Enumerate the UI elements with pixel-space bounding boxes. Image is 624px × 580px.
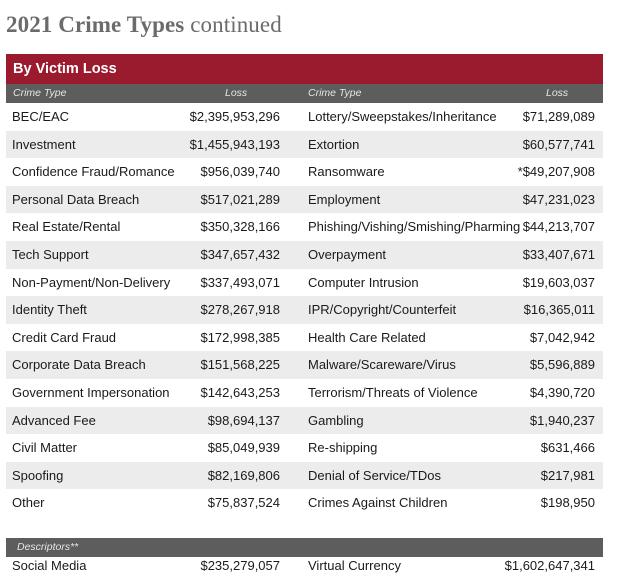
crime-type-right: Employment <box>308 191 381 207</box>
loss-right: $4,390,720 <box>529 384 595 400</box>
loss-right: $60,577,741 <box>522 136 595 152</box>
crime-type-left: Personal Data Breach <box>12 191 140 207</box>
loss-left: $98,694,137 <box>207 412 280 428</box>
loss-right: $217,981 <box>540 467 595 483</box>
crime-type-left: Corporate Data Breach <box>12 357 146 373</box>
crime-type-left: Credit Card Fraud <box>12 329 117 345</box>
loss-left: $2,395,953,296 <box>189 109 280 124</box>
loss-right: $5,596,889 <box>529 357 595 373</box>
loss-right: $1,940,237 <box>529 412 595 428</box>
crime-type-right: Lottery/Sweepstakes/Inheritance <box>308 109 497 124</box>
table-row <box>6 131 603 159</box>
loss-right: $71,289,089 <box>522 109 595 124</box>
loss-left: $151,568,225 <box>200 357 280 373</box>
loss-left: $278,267,918 <box>200 302 280 318</box>
crime-type-left: Other <box>12 495 45 511</box>
loss-left: $75,837,524 <box>207 495 280 511</box>
crime-type-right: IPR/Copyright/Counterfeit <box>308 302 457 318</box>
crime-type-left: BEC/EAC <box>12 109 70 124</box>
loss-right: $631,466 <box>540 440 595 456</box>
loss-right: $33,407,671 <box>522 246 595 262</box>
table-row <box>6 158 603 186</box>
loss-left: $517,021,289 <box>200 191 280 207</box>
crime-type-right: Ransomware <box>308 164 385 180</box>
crime-type-right: Health Care Related <box>308 329 426 345</box>
table-row <box>6 462 603 490</box>
descriptor-type-right: Virtual Currency <box>308 558 401 573</box>
crime-type-left: Government Impersonation <box>12 384 170 400</box>
table-row <box>6 103 603 131</box>
descriptors-header-bar <box>6 538 603 557</box>
table-row <box>6 407 603 435</box>
column-header-loss-right: Loss <box>546 87 569 99</box>
crime-type-right: Gambling <box>308 412 364 428</box>
column-header-crime-type-left: Crime Type <box>13 87 67 99</box>
crime-type-right: Denial of Service/TDos <box>308 467 441 483</box>
loss-left: $82,169,806 <box>207 467 280 483</box>
table-row <box>6 379 603 407</box>
crime-type-right: Computer Intrusion <box>308 274 419 290</box>
crime-type-left: Investment <box>12 136 76 152</box>
table-row <box>6 186 603 214</box>
table-row <box>6 434 603 462</box>
table-row <box>6 324 603 352</box>
crime-type-right: Overpayment <box>308 246 387 262</box>
loss-left: $347,657,432 <box>200 246 280 262</box>
crime-type-left: Real Estate/Rental <box>12 219 121 235</box>
column-header-crime-type-right: Crime Type <box>308 87 362 99</box>
crime-type-left: Advanced Fee <box>12 412 96 428</box>
crime-type-right: Terrorism/Threats of Violence <box>308 384 478 400</box>
crime-type-left: Confidence Fraud/Romance <box>12 164 175 180</box>
column-header-bar <box>6 84 603 103</box>
crime-type-right: Malware/Scareware/Virus <box>308 357 456 373</box>
crime-type-right: Re-shipping <box>308 440 378 456</box>
table-row <box>6 351 603 379</box>
loss-right: $19,603,037 <box>522 274 595 290</box>
descriptor-loss-right: $1,602,647,341 <box>504 558 595 573</box>
crime-type-left: Identity Theft <box>12 302 87 318</box>
table-row <box>6 489 603 517</box>
section-banner: By Victim Loss <box>6 54 603 84</box>
loss-right: *$49,207,908 <box>517 164 595 180</box>
descriptors-row <box>6 556 603 576</box>
table-row <box>6 296 603 324</box>
crime-table <box>6 103 603 517</box>
loss-right: $16,365,011 <box>523 302 595 318</box>
loss-right: $47,231,023 <box>522 191 595 207</box>
page-title-continued: continued <box>190 12 282 37</box>
crime-type-left: Non-Payment/Non-Delivery <box>12 274 171 290</box>
loss-left: $1,455,943,193 <box>189 136 280 152</box>
loss-left: $172,998,385 <box>200 329 280 345</box>
loss-left: $337,493,071 <box>200 274 280 290</box>
loss-right: $198,950 <box>540 495 595 511</box>
loss-left: $142,643,253 <box>200 384 280 400</box>
descriptor-type-left: Social Media <box>12 558 87 573</box>
table-row <box>6 269 603 297</box>
table-row <box>6 241 603 269</box>
loss-left: $350,328,166 <box>200 219 280 235</box>
loss-left: $956,039,740 <box>200 164 280 180</box>
loss-right: $44,213,707 <box>522 219 595 235</box>
loss-left: $85,049,939 <box>207 440 280 456</box>
crime-type-right: Extortion <box>308 136 360 152</box>
crime-type-right: Phishing/Vishing/Smishing/Pharming <box>308 219 521 235</box>
crime-type-left: Civil Matter <box>12 440 78 456</box>
page-title-bold: 2021 Crime Types <box>6 12 185 37</box>
column-header-loss-left: Loss <box>225 87 248 99</box>
table-row <box>6 213 603 241</box>
loss-right: $7,042,942 <box>529 329 595 345</box>
descriptors-header: Descriptors** <box>17 541 79 553</box>
crime-type-right: Crimes Against Children <box>308 495 448 511</box>
crime-type-left: Spoofing <box>12 467 64 483</box>
page-title <box>6 12 282 38</box>
crime-type-left: Tech Support <box>12 246 89 262</box>
descriptor-loss-left: $235,279,057 <box>200 558 280 573</box>
